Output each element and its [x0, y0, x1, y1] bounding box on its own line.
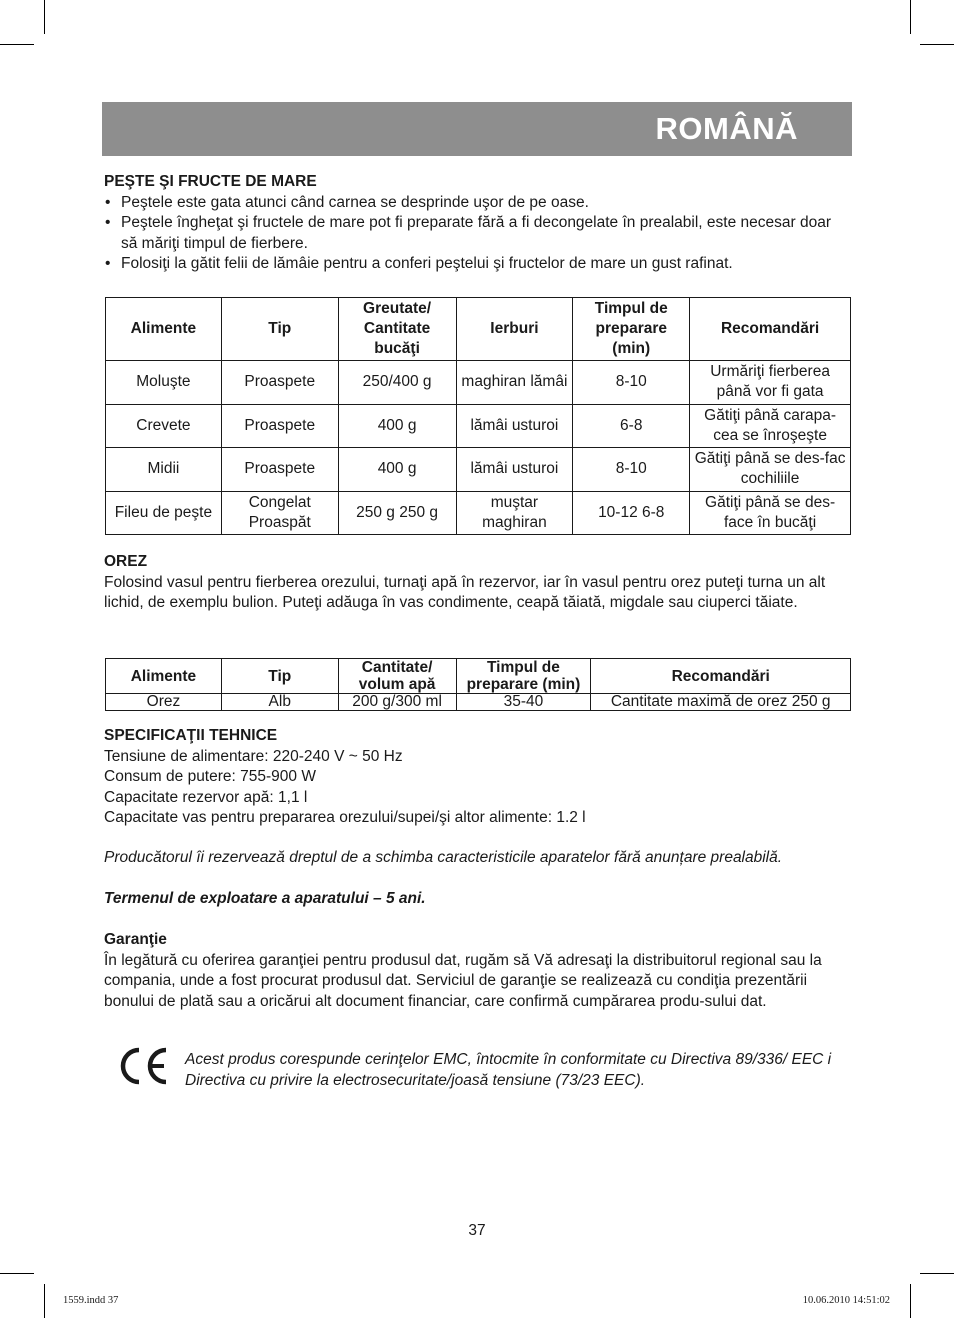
- rice-table: [105, 658, 851, 711]
- seafood-heading: PEŞTE ŞI FRUCTE DE MARE: [104, 173, 317, 190]
- table-cell: Urmăriţi fierberea până vor fi gata: [690, 361, 851, 405]
- table-header-row: [106, 659, 851, 694]
- crop-mark: [0, 1273, 34, 1274]
- seafood-table: [105, 297, 851, 535]
- crop-mark: [920, 1273, 954, 1274]
- table-cell: Gătiţi până se des-fac cochiliile: [690, 448, 851, 492]
- table-cell: muştar maghiran: [456, 491, 573, 535]
- seafood-bullet-list: [104, 193, 851, 275]
- page-number: 37: [468, 1222, 486, 1239]
- column-header: Timpul de preparare (min): [573, 298, 690, 361]
- column-header: Ierburi: [456, 298, 573, 361]
- timestamp-slug: 10.06.2010 14:51:02: [802, 1295, 890, 1306]
- language-header-bar: [102, 102, 852, 156]
- table-cell: lămâi usturoi: [456, 448, 573, 492]
- table-row: [106, 448, 851, 492]
- table-cell: 250/400 g: [338, 361, 456, 405]
- spec-line: Capacitate rezervor apă: 1,1 l: [104, 788, 308, 806]
- spec-line: Capacitate vas pentru prepararea orezului/supei/şi altor alimente: 1.2 l: [104, 809, 586, 826]
- table-row: [106, 361, 851, 405]
- list-item: • Peştele îngheţat şi fructele de mare pot fi preparate fără a fi decongelate în prealabil, este necesar doar să măriţi timpul de fierbere.: [104, 213, 851, 254]
- table-cell: 400 g: [338, 404, 456, 448]
- table-cell: 250 g 250 g: [338, 491, 456, 535]
- ce-mark-icon: [118, 1046, 170, 1086]
- warranty-paragraph: În legătură cu oferirea garanţiei pentru produsul dat, rugăm să Vă adresaţi la distribuitorul regional sau la compania, unde a fost procurat produsul dat. Serviciul de garanţie se realizează cu condiţia prezentării bonului de plată sau a oricărui alt document financiar, care confirmă cumpărarea produ-sului dat.: [104, 951, 822, 1010]
- table-row: [106, 404, 851, 448]
- crop-mark: [0, 44, 34, 45]
- table-cell: 35-40: [456, 694, 591, 711]
- table-row: [106, 694, 851, 711]
- table-header-row: [106, 298, 851, 361]
- column-header: Tip: [221, 659, 338, 694]
- file-slug: 1559.indd 37: [63, 1295, 119, 1306]
- table-cell: 8-10: [573, 448, 690, 492]
- table-cell: Proaspete: [221, 448, 338, 492]
- specs-heading: SPECIFICAŢII TEHNICE: [104, 727, 278, 744]
- spec-line: Tensiune de alimentare: 220-240 V ~ 50 Hz: [104, 747, 403, 765]
- column-header: Recomandări: [591, 659, 851, 694]
- rice-heading: OREZ: [104, 553, 148, 570]
- table-cell: Gătiţi până carapa-cea se înroşeşte: [690, 404, 851, 448]
- table-cell: Orez: [106, 694, 222, 711]
- lifetime-notice: Termenul de exploatare a aparatului – 5 ani.: [104, 890, 426, 907]
- table-cell: lămâi usturoi: [456, 404, 573, 448]
- column-header: Tip: [221, 298, 338, 361]
- column-header: Alimente: [106, 298, 222, 361]
- manufacturer-notice: Producătorul îi rezervează dreptul de a schimba caracteristicile aparatelor fără anunțare prealabilă.: [104, 849, 783, 866]
- rice-paragraph: Folosind vasul pentru fierberea orezului, turnaţi apă în rezervor, iar în vasul pentru orez puteţi turna un alt lichid, de exemplu bulion. Puteţi adăuga în vas condimente, ceapă tăiată, migdale sau ciuperci tăiate.: [104, 573, 826, 611]
- table-cell: Fileu de peşte: [106, 491, 222, 535]
- table-cell: maghiran lămâi: [456, 361, 573, 405]
- list-item: • Peştele este gata atunci când carnea se desprinde uşor de pe oase.: [104, 193, 851, 214]
- table-row: [106, 491, 851, 535]
- spec-line: Consum de putere: 755-900 W: [104, 768, 316, 785]
- table-cell: 8-10: [573, 361, 690, 405]
- ce-compliance-text: Acest produs corespunde cerinţelor EMC, întocmite în conformitate cu Directiva 89/336/ EEC i Directiva cu privire la electrosecuritate/joasă tensiune (73/23 EEC).: [185, 1051, 832, 1089]
- column-header: Timpul de preparare (min): [456, 659, 591, 694]
- warranty-heading: Garanţie: [104, 931, 167, 948]
- table-cell: 400 g: [338, 448, 456, 492]
- table-cell: Proaspete: [221, 404, 338, 448]
- table-cell: Cantitate maximă de orez 250 g: [591, 694, 851, 711]
- crop-mark: [44, 0, 45, 34]
- seafood-section: [104, 172, 851, 275]
- crop-mark: [910, 1284, 911, 1318]
- column-header: Greutate/ Cantitate bucăţi: [338, 298, 456, 361]
- specs-section: [104, 726, 851, 829]
- table-cell: Crevete: [106, 404, 222, 448]
- crop-mark: [910, 0, 911, 34]
- warranty-section: [104, 930, 851, 1012]
- table-cell: 10-12 6-8: [573, 491, 690, 535]
- table-cell: Congelat Proaspăt: [221, 491, 338, 535]
- crop-mark: [920, 44, 954, 45]
- table-cell: 6-8: [573, 404, 690, 448]
- table-cell: Gătiţi până se des-face în bucăţi: [690, 491, 851, 535]
- column-header: Alimente: [106, 659, 222, 694]
- table-cell: Midii: [106, 448, 222, 492]
- rice-section: [104, 552, 851, 614]
- table-cell: Alb: [221, 694, 338, 711]
- crop-mark: [44, 1284, 45, 1318]
- table-cell: Proaspete: [221, 361, 338, 405]
- list-item: • Folosiţi la gătit felii de lămâie pentru a conferi peştelui şi fructelor de mare un gust rafinat.: [104, 254, 851, 275]
- table-cell: 200 g/300 ml: [338, 694, 456, 711]
- language-title: ROMÂNĂ: [655, 111, 798, 146]
- column-header: Recomandări: [690, 298, 851, 361]
- table-cell: Moluşte: [106, 361, 222, 405]
- column-header: Cantitate/ volum apă: [338, 659, 456, 694]
